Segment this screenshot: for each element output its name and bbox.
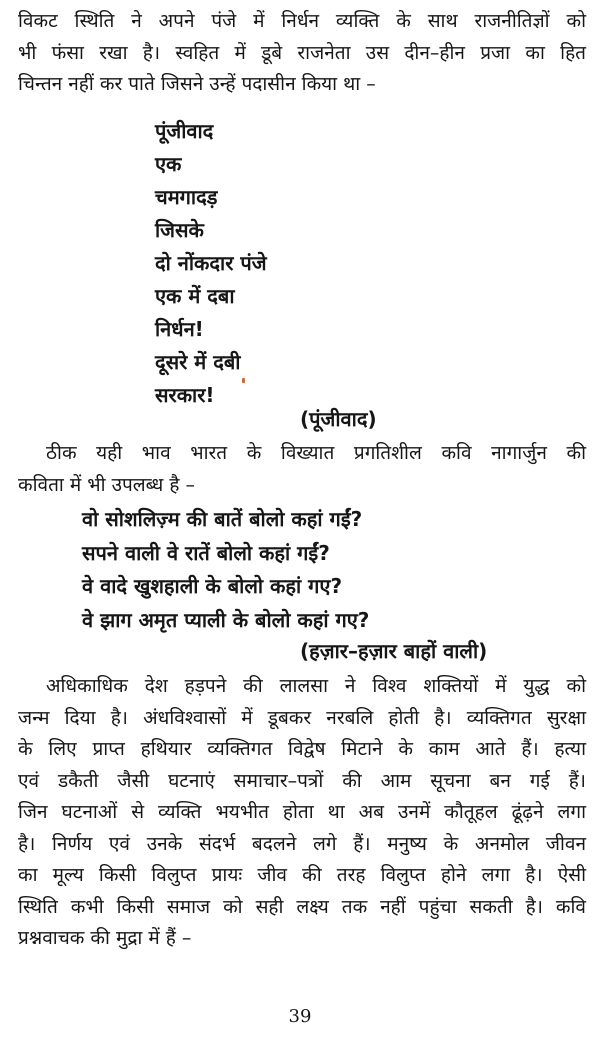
paragraph-3-line: जन्म दिया है। अंधविश्वासों में डूबकर नरबलि होती है। व्यक्तिगत सुरक्षा (18, 706, 586, 729)
poem-credit: (पूंजीवाद) (300, 407, 377, 431)
poem-pujivad (155, 115, 267, 412)
poem-line: सपने वाली वे रातें बोलो कहां गईं? (82, 540, 330, 565)
poem-line: चमगादड़ (155, 185, 218, 209)
paragraph-2 (18, 438, 586, 501)
poem-line: पूंजीवाद (155, 119, 214, 143)
poem-credit: (हज़ार–हज़ार बाहों वाली) (300, 639, 488, 663)
paragraph-1-line: चिन्तन नहीं कर पाते जिसने उन्हें पदासीन किया था – (18, 73, 376, 95)
paragraph-3 (18, 671, 586, 955)
poem-line: एक (155, 152, 182, 176)
poem-line: वे वादे खुशहाली के बोलो कहां गए? (82, 574, 343, 598)
paragraph-3-line: स्थिति कभी किसी समाज को सही लक्ष्य तक नहीं पहुंचा सकती है। कवि (18, 895, 586, 918)
poem-line: वो सोशलिज़्म की बातें बोलो कहां गईं? (82, 507, 363, 531)
paragraph-3-line: का मूल्य किसी विलुप्त प्रायः जीव की तरह विलुप्त होने लगा है। ऐसी (18, 864, 586, 886)
paragraph-3-line: प्रश्नवाचक की मुद्रा में हैं – (18, 927, 192, 949)
poem-line: जिसके (155, 218, 204, 242)
paragraph-2-line: कविता में भी उपलब्ध है – (18, 473, 195, 496)
paragraph-3-line: है। निर्णय एवं उनके संदर्भ बदलने लगे हैं। मनुष्य के अनमोल जीवन (18, 832, 586, 855)
print-speck (242, 378, 245, 383)
poem-nagarjun (82, 503, 369, 637)
poem-line: वे झाग अमृत प्याली के बोलो कहां गए? (82, 607, 370, 632)
paragraph-1-line: विकट स्थिति ने अपने पंजे में निर्धन व्यक्ति के साथ राजनीतिज्ञों को (18, 10, 586, 32)
paragraph-1 (18, 6, 586, 101)
poem-line: एक में दबा (155, 284, 235, 308)
poem-line: निर्धन! (155, 317, 204, 341)
poem-line: सरकार! (155, 383, 215, 407)
paragraph-3-line: अधिकाधिक देश हड़पने की लालसा ने विश्व शक्तियों में युद्ध को (46, 675, 586, 697)
paragraph-3-line: जिन घटनाओं से व्यक्ति भयभीत होता था अब उनमें कौतूहल ढूंढ़ने लगा (18, 801, 586, 823)
page-number: 39 (288, 1006, 312, 1027)
poem-line: दो नोंकदार पंजे (155, 251, 267, 275)
paragraph-2-line: ठीक यही भाव भारत के विख्यात प्रगतिशील कवि नागार्जुन की (46, 442, 586, 464)
paragraph-3-line: एवं डकैती जैसी घटनाएं समाचार–पत्रों की आम सूचना बन गई हैं। (18, 769, 586, 792)
poem-line: दूसरे में दबी (155, 350, 241, 374)
paragraph-3-line: के लिए प्राप्त हथियार व्यक्तिगत विद्वेष मिटाने के काम आते हैं। हत्या (18, 738, 586, 760)
paragraph-1-line: भी फंसा रखा है। स्वहित में डूबे राजनेता उस दीन–हीन प्रजा का हित (18, 41, 586, 64)
